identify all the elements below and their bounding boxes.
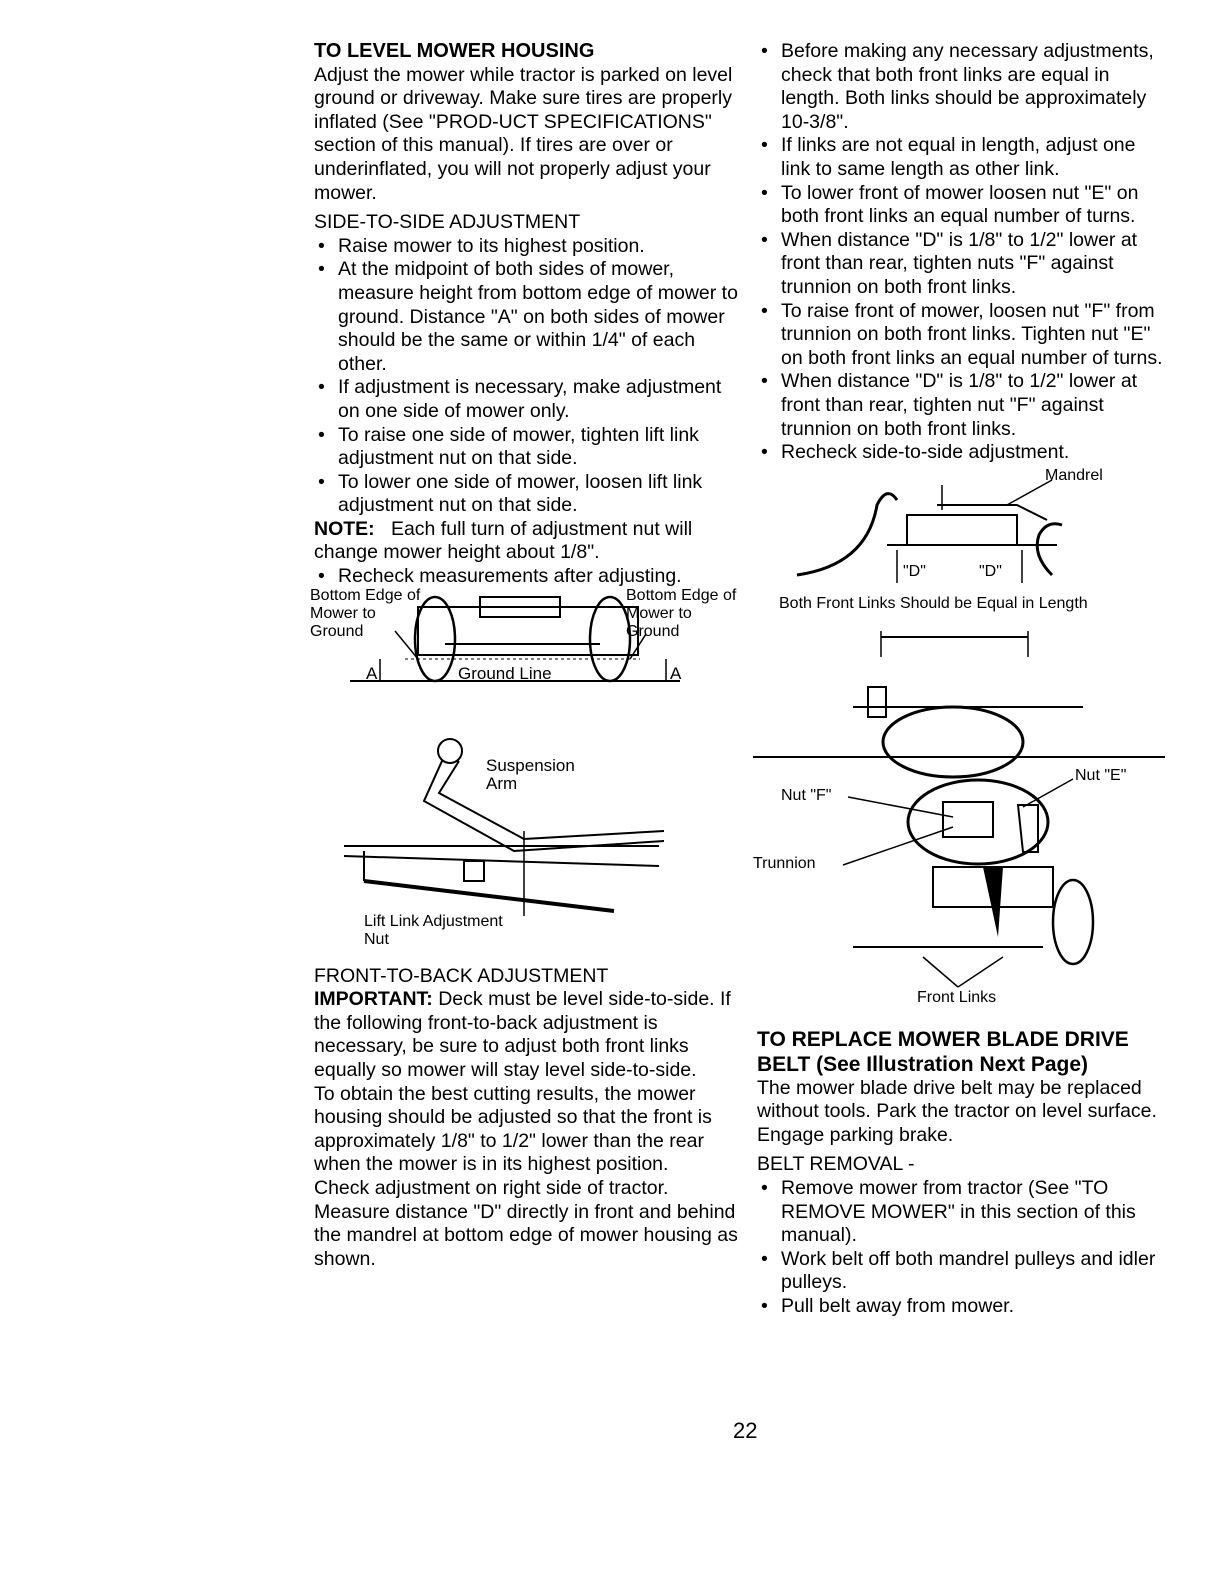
- figure-mandrel-distance: [757, 465, 1169, 615]
- list-item: • Remove mower from tractor (See "TO REMOVE MOWER" in this section of this manual).: [757, 1177, 1169, 1248]
- replace-belt-heading: TO REPLACE MOWER BLADE DRIVE BELT (See Illustration Next Page): [757, 1027, 1129, 1076]
- list-item: • Recheck measurements after adjusting.: [314, 565, 742, 589]
- figure-caption-front-links: Both Front Links Should be Equal in Length: [779, 594, 1088, 612]
- list-item: • When distance "D" is 1/8" to 1/2" lower at front than rear, tighten nut "F" against trunnion on both front links.: [757, 370, 1169, 441]
- replace-belt-text: The mower blade drive belt may be replaced without tools. Park the tractor on level surface. Engage parking brake.: [757, 1076, 1157, 1146]
- label-nut-f: Nut "F": [781, 786, 832, 804]
- section-title-level-mower: TO LEVEL MOWER HOUSING: [314, 40, 595, 62]
- label-mandrel: Mandrel: [1045, 466, 1103, 484]
- front-to-back-heading: FRONT-TO-BACK ADJUSTMENT: [314, 964, 609, 987]
- belt-removal-heading: BELT REMOVAL -: [757, 1153, 915, 1176]
- label-lift-link-nut: Lift Link Adjustment Nut: [364, 912, 503, 948]
- list-item: • If adjustment is necessary, make adjustment on one side of mower only.: [314, 376, 742, 423]
- label-bottom-edge-right: Bottom Edge of Mower to Ground: [626, 586, 737, 640]
- list-item: • Work belt off both mandrel pulleys and idler pulleys.: [757, 1248, 1169, 1295]
- label-suspension-arm: Suspension Arm: [486, 755, 575, 793]
- obtain-paragraph: To obtain the best cutting results, the mower housing should be adjusted so that the front is approximately 1/8" to 1/2" lower than the rear when the mower is in its highest position.: [314, 1082, 712, 1176]
- front-links-list: [757, 40, 1169, 465]
- label-d-right: "D": [979, 562, 1002, 580]
- side-to-side-list: [314, 235, 742, 518]
- list-item: • If links are not equal in length, adjust one link to same length as other link.: [757, 134, 1169, 181]
- list-item: • Before making any necessary adjustments, check that both front links are equal in length. Both links should be approximately 10-3/8".: [757, 40, 1169, 134]
- list-item: • To lower front of mower loosen nut "E" on both front links an equal number of turns.: [757, 182, 1169, 229]
- label-front-links: Front Links: [917, 988, 997, 1006]
- list-item: • To raise front of mower, loosen nut "F" from trunnion on both front links. Tighten nut "E" on both front links an equal number of turns.: [757, 300, 1169, 371]
- belt-removal-list: [757, 1177, 1169, 1319]
- intro-paragraph: Adjust the mower while tractor is parked on level ground or driveway. Make sure tires are properly inflated (See "PROD-UCT SPECIFICATIONS" section of this manual). If tires are over or underinflated, you will not properly adjust your mower.: [314, 63, 733, 204]
- label-d-left: "D": [903, 562, 926, 580]
- figure-ground-line: [310, 586, 740, 689]
- mandrel-illustration: [757, 465, 1169, 615]
- list-item: • Raise mower to its highest position.: [314, 235, 742, 259]
- label-bottom-edge-left: Bottom Edge of Mower to Ground: [310, 586, 421, 640]
- important-text: Deck must be level side-to-side. If the following front-to-back adjustment is necessary, be sure to adjust both front links equally so mower will stay level side-to-side.: [314, 988, 731, 1082]
- label-ground-line: Ground Line: [458, 663, 552, 683]
- note-text: Each full turn of adjustment nut will change mower height about 1/8".: [314, 517, 693, 564]
- page-number: 22: [733, 1418, 758, 1443]
- label-nut-e: Nut "E": [1075, 766, 1127, 784]
- list-item: • Recheck side-to-side adjustment.: [757, 441, 1169, 465]
- label-a-left: A: [366, 663, 378, 683]
- front-links-illustration: [753, 627, 1165, 1007]
- left-column: [310, 40, 742, 1271]
- list-item: • When distance "D" is 1/8" to 1/2" lower at front than rear, tighten nuts "F" against trunnion on both front links.: [757, 229, 1169, 300]
- figure-suspension-arm: [314, 731, 744, 951]
- important-paragraph: [314, 988, 742, 1082]
- side-to-side-heading: SIDE-TO-SIDE ADJUSTMENT: [314, 211, 581, 234]
- note-paragraph: [314, 518, 742, 565]
- note-label: NOTE:: [314, 517, 375, 540]
- list-item: • To raise one side of mower, tighten lift link adjustment nut on that side.: [314, 424, 742, 471]
- list-item: • To lower one side of mower, loosen lift link adjustment nut on that side.: [314, 471, 742, 518]
- important-label: IMPORTANT:: [314, 988, 433, 1011]
- label-trunnion: Trunnion: [753, 854, 816, 872]
- label-a-right: A: [670, 663, 682, 683]
- recheck-list: [314, 565, 742, 589]
- figure-front-links: [753, 627, 1165, 1007]
- list-item: • Pull belt away from mower.: [757, 1295, 1169, 1319]
- list-item: • At the midpoint of both sides of mower, measure height from bottom edge of mower to ground. Distance "A" on both sides of mower should be the same or within 1/4" of each other.: [314, 258, 742, 376]
- check-paragraph: Check adjustment on right side of tractor. Measure distance "D" directly in front and behind the mandrel at bottom edge of mower housing as shown.: [314, 1177, 738, 1270]
- right-column: [753, 40, 1169, 1319]
